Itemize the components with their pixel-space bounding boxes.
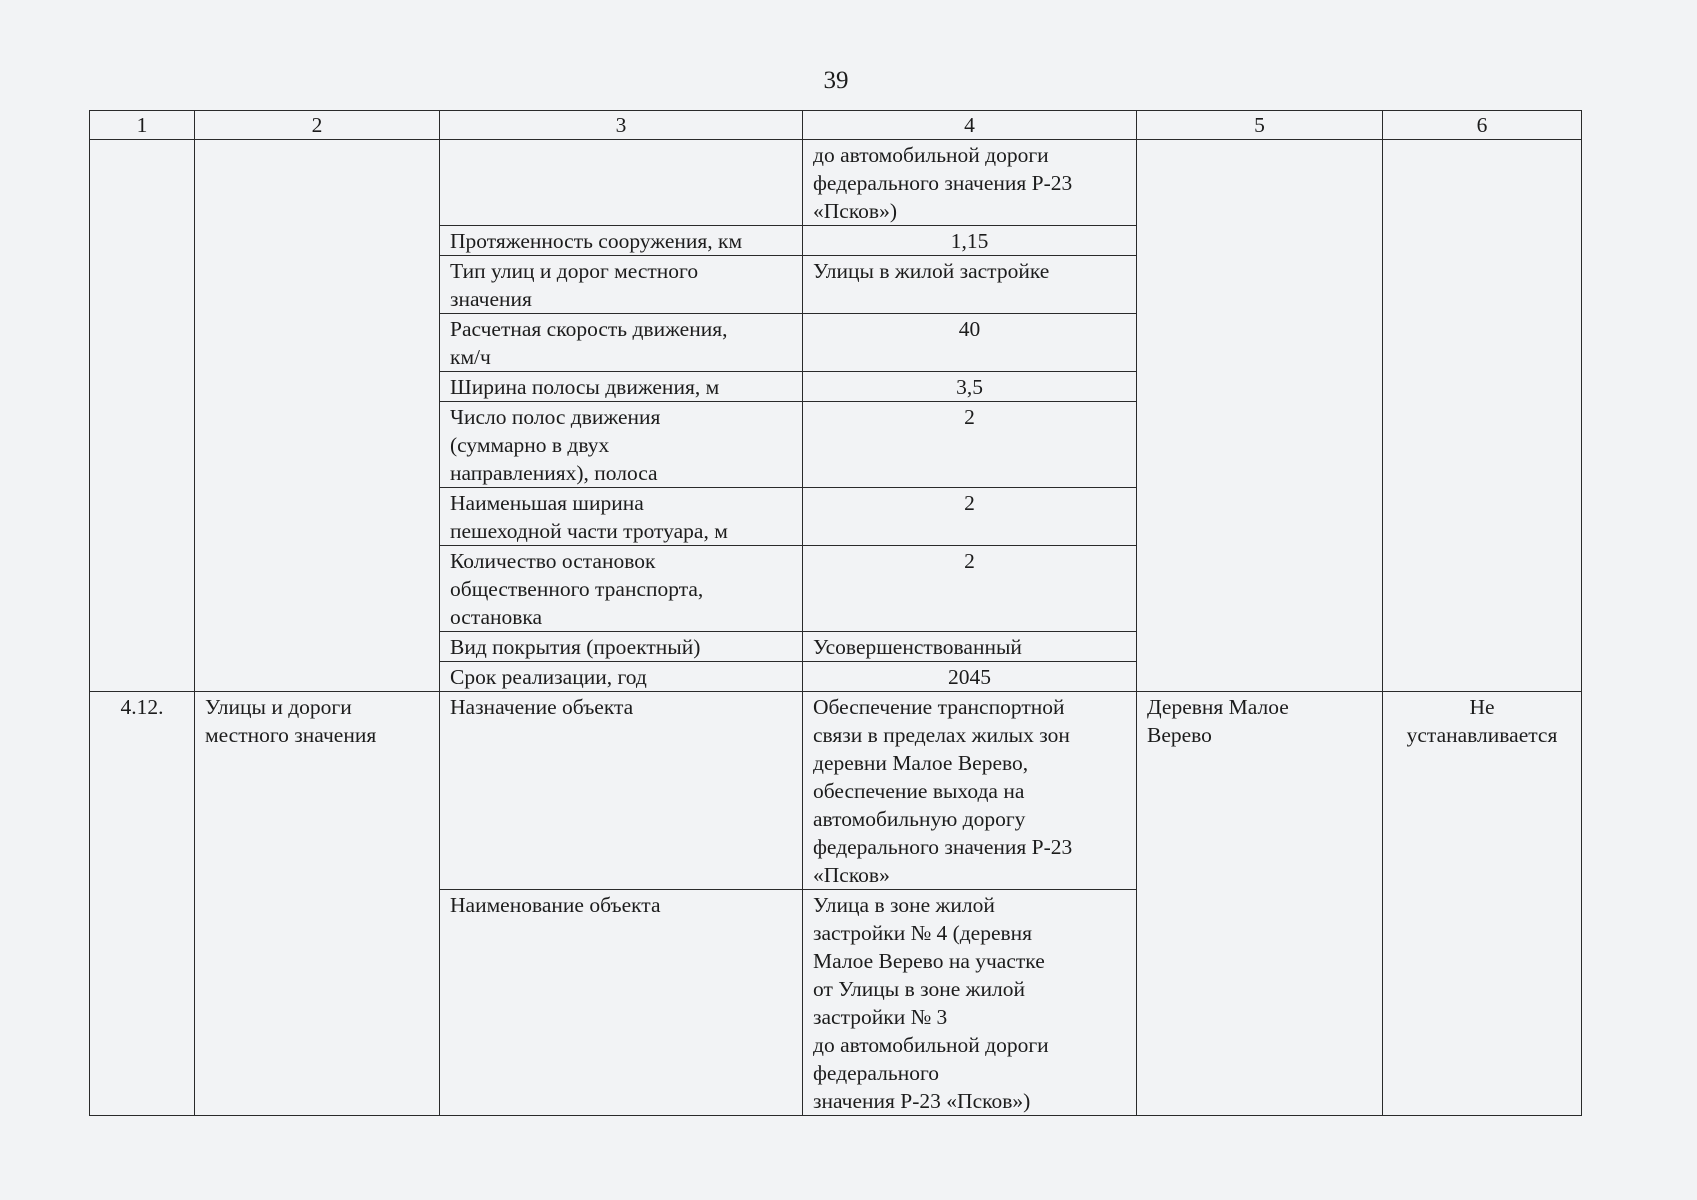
param-value: Обеспечение транспортной связи в пределах жилых зон деревни Малое Верево, обеспечение выхода на автомобильную дорогу федерального значения Р-23 «Псков» <box>803 692 1137 890</box>
page-number: 39 <box>823 67 849 94</box>
column-number-3: 3 <box>440 111 803 140</box>
param-label: Число полос движения (суммарно в двух направлениях), полоса <box>440 402 803 488</box>
param-value: Улица в зоне жилой застройки № 4 (деревня Малое Верево на участке от Улицы в зоне жилой застройки № 3 до автомобильной дороги федерального значения Р-23 «Псков») <box>803 890 1137 1116</box>
object-location: Деревня Малое Верево <box>1137 692 1383 1116</box>
column-number-4: 4 <box>803 111 1137 140</box>
object-zone: Не устанавливается <box>1383 692 1582 1116</box>
param-value: Улицы в жилой застройке <box>803 256 1137 314</box>
object-number: 4.12. <box>90 692 195 1116</box>
cell-name-empty <box>195 140 440 692</box>
param-value: 2 <box>803 402 1137 488</box>
cell-location-empty <box>1137 140 1383 692</box>
column-number-2: 2 <box>195 111 440 140</box>
param-label: Ширина полосы движения, м <box>440 372 803 402</box>
param-label: Наименование объекта <box>440 890 803 1116</box>
cell-zone-empty <box>1383 140 1582 692</box>
param-value: 2 <box>803 488 1137 546</box>
param-value: 2 <box>803 546 1137 632</box>
param-label: Наименьшая ширина пешеходной части тротуара, м <box>440 488 803 546</box>
column-number-5: 5 <box>1137 111 1383 140</box>
cell-number-empty <box>90 140 195 692</box>
param-value-continuation: до автомобильной дороги федерального значения Р-23 «Псков») <box>803 140 1137 226</box>
param-label: Назначение объекта <box>440 692 803 890</box>
column-number-row <box>90 111 1582 140</box>
param-label: Количество остановок общественного транспорта, остановка <box>440 546 803 632</box>
object-table <box>89 110 1582 1116</box>
param-value: 40 <box>803 314 1137 372</box>
column-number-1: 1 <box>90 111 195 140</box>
param-value: 2045 <box>803 662 1137 692</box>
param-label: Срок реализации, год <box>440 662 803 692</box>
param-label: Тип улиц и дорог местного значения <box>440 256 803 314</box>
param-value: 3,5 <box>803 372 1137 402</box>
param-value: 1,15 <box>803 226 1137 256</box>
object-name: Улицы и дороги местного значения <box>195 692 440 1116</box>
param-label: Вид покрытия (проектный) <box>440 632 803 662</box>
param-label: Расчетная скорость движения, км/ч <box>440 314 803 372</box>
column-number-6: 6 <box>1383 111 1582 140</box>
table-row <box>90 140 1582 226</box>
param-value: Усовершенствованный <box>803 632 1137 662</box>
table-row <box>90 692 1582 890</box>
param-label-empty <box>440 140 803 226</box>
param-label: Протяженность сооружения, км <box>440 226 803 256</box>
